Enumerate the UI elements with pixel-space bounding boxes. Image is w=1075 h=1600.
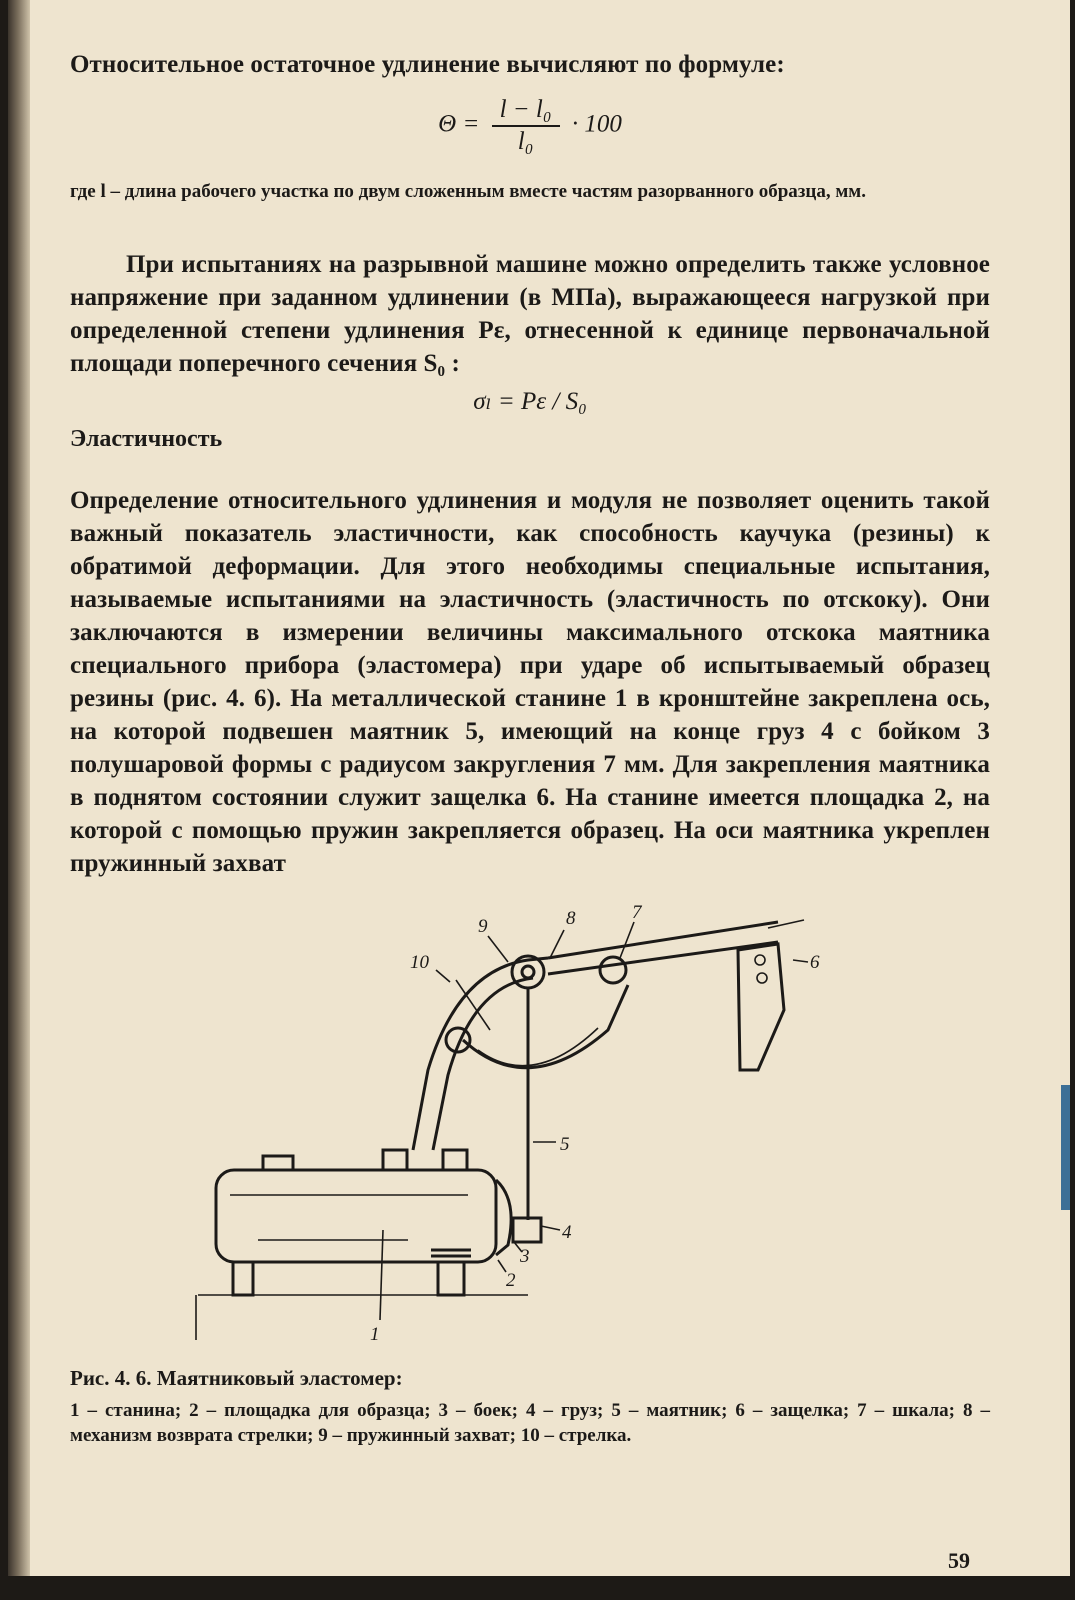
figure-pendulum-elastomer <box>188 900 828 1350</box>
where-definition: где l – длина рабочего участка по двум сложенным вместе частям разорванного образца, мм. <box>70 181 866 202</box>
formula1-denominator: l₀ <box>517 128 534 155</box>
formula-stress: σₗ = Pε / S₀ <box>473 388 587 415</box>
formula1-fraction <box>492 96 560 156</box>
book-spine-shadow <box>8 0 30 1588</box>
paragraph-tensile: При испытаниях на разрывной машине можно определить также условное напряжение при заданном удлинении (в МПа), выражающееся нагрузкой при определенной степени удлинения Pε, отнесенной к единице первоначальной площади поперечного сечения S₀ : <box>70 251 990 377</box>
figure-caption-title: Рис. 4. 6. Маятниковый эластомер: <box>70 1366 403 1390</box>
formula1-lhs: Θ = <box>438 110 480 138</box>
figure-label-10: 10 <box>410 952 429 973</box>
section-heading: Эластичность <box>70 426 223 452</box>
elastomer-drawing <box>188 900 828 1350</box>
figure-label-6: 6 <box>810 952 820 973</box>
formula1-numerator: l − l₀ <box>492 96 560 127</box>
book-page <box>8 0 1070 1588</box>
page-edge-tab <box>1061 1085 1070 1210</box>
paragraph-elasticity: Определение относительного удлинения и модуля не позволяет оценить такой важный показатель эластичности, как способность каучука (резины) к обратимой деформации. Для этого необходимы специальные испытания, называемые испытаниями на эластичность (эластичность по отскоку). Они заключаются в измерении величины максимального отскока маятника специального прибора (эластомера) при ударе об испытываемый образец резины (рис. 4. 6). На металлической станине 1 в кронштейне закреплена ось, на которой подвешен маятник 5, имеющий на конце груз 4 с бойком 3 полушаровой формы с радиусом закругления 7 мм. Для закрепления маятника в поднятом состоянии служит защелка 6. На станине имеется площадка 2, на которой с помощью пружин закрепляется образец. На оси маятника укреплен пружинный захват <box>70 487 990 877</box>
figure-label-1: 1 <box>370 1324 380 1345</box>
figure-label-4: 4 <box>562 1222 572 1243</box>
figure-label-2: 2 <box>506 1270 516 1291</box>
figure-label-5: 5 <box>560 1134 570 1155</box>
figure-label-9: 9 <box>478 916 488 937</box>
formula-elongation <box>70 96 990 156</box>
formula1-tail: · 100 <box>571 110 622 138</box>
figure-label-8: 8 <box>566 908 576 929</box>
page-number: 59 <box>948 1548 970 1573</box>
figure-label-7: 7 <box>632 902 642 923</box>
intro-line: Относительное остаточное удлинение вычисляют по формуле: <box>70 51 785 78</box>
figure-label-3: 3 <box>520 1246 530 1267</box>
page-bottom-edge <box>8 1576 1070 1588</box>
figure-caption-legend: 1 – станина; 2 – площадка для образца; 3 – боек; 4 – груз; 5 – маятник; 6 – защелка; 7 – шкала; 8 – механизм возврата стрелки; 9 – пружинный захват; 10 – стрелка. <box>70 1400 990 1446</box>
